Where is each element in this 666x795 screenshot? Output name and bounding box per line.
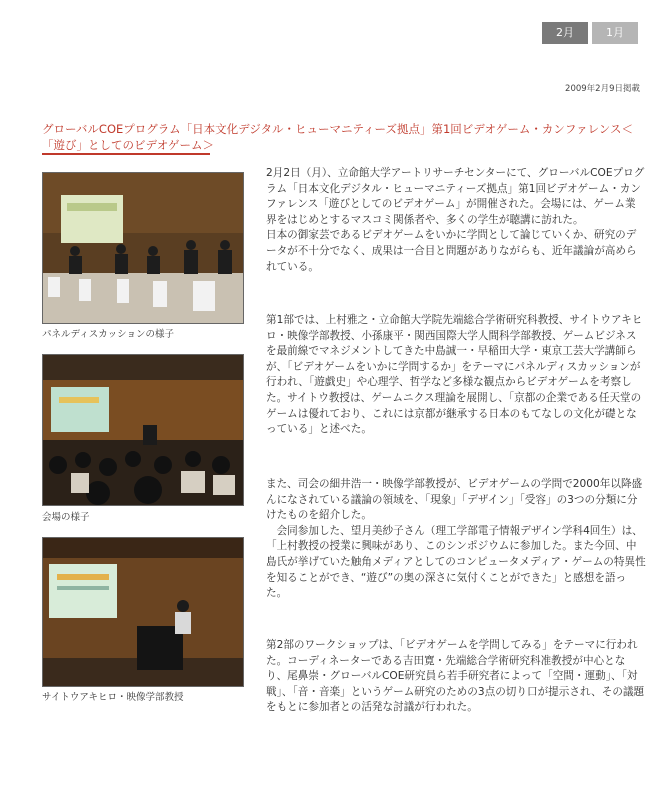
photo-caption: 会場の様子 [42,512,90,523]
tab-january[interactable]: 1月 [592,22,638,44]
panel-discussion-photo [42,172,244,324]
tab-february[interactable]: 2月 [542,22,588,44]
article-title: グローバルCOEプログラム「日本文化デジタル・ヒューマニティーズ拠点」第1回ビデオゲーム・カンファレンス＜「遊び」としてのビデオゲーム＞ [42,122,633,152]
paragraph-text: 2月2日（月）、立命館大学アートリサーチセンターにて、グローバルCOEプログラム「日本文化デジタル・ヒューマニティーズ拠点」第1回ビデオゲーム・カンファレンス「遊びとしてのビデオゲーム」が開催された。会場には、ゲーム業界をはじめとするマスコミ関係者や、多くの学生が聴講に訪れた。 [266,167,645,226]
lecture-photo [42,537,244,687]
article-paragraph [266,477,646,602]
paragraph-text: また、司会の細井浩一・映像学部教授が、ビデオゲームの学問で2000年以降盛んになされている議論の領域を、「現象」「デザイン」「受容」の3つの分類に分けたものを紹介した。 [266,478,643,522]
article-paragraph [266,638,646,716]
paragraph-text: 第1部では、上村雅之・立命館大学院先端総合学術研究科教授、サイトウアキヒロ・映像学部教授、小孫康平・関西国際大学人間科学部教授、ゲームビジネスを最前線でマネジメントしてきた中島誠一・早稲田大学・東京工芸大学講師らが、「ビデオゲームをいかに学問するか」をテーマにパネルディスカッションが行われ、「遊戯史」や心理学、哲学など多様な観点からビデオゲームを考察した。サイトウ教授は、ゲームニクス理論を展開し、「京都の企業である任天堂のゲームは優れており、これには京都が継承する日本のもてなしの文化が礎となっている」と述べた。 [266,314,643,436]
month-tabs [542,22,638,44]
paragraph-text: 日本の御家芸であるビデオゲームをいかに学問として論じていくか、研究のデータが不十分でなく、成果は一合目と問題がありながらも、近年議論が高められている。 [266,229,637,273]
article-paragraph [266,166,646,275]
title-underline [42,153,210,155]
article-paragraph [266,313,646,438]
photo-caption: パネルディスカッションの様子 [42,329,174,340]
paragraph-text: 会同参加した、望月美紗子さん（理工学部電子情報デザイン学科4回生）は、「上村教授の授業に興味があり、このシンポジウムに参加した。また今回、中島氏が挙げていた触角メディアとしてのコンピュータメディア・ゲームの特異性を知ることができ、“遊び”の奥の深さに気付くことができた」と感想を語った。 [266,524,646,600]
paragraph-text: 第2部のワークショップは、「ビデオゲームを学問してみる」をテーマに行われた。コーディネーターである吉田寛・先端総合学術研究科准教授が中心となり、尾鼻崇・グローバルCOE研究員ら若手研究者によって「空間・運動」、「対戦」、「音・音楽」というゲーム研究のための3点の切り口が提示され、その議題をもとに参加者との活発な討議が行われた。 [266,639,645,714]
photo-caption: サイトウアキヒロ・映像学部教授 [42,692,184,703]
publish-date: 2009年2月9日掲載 [565,84,640,94]
venue-photo [42,354,244,506]
